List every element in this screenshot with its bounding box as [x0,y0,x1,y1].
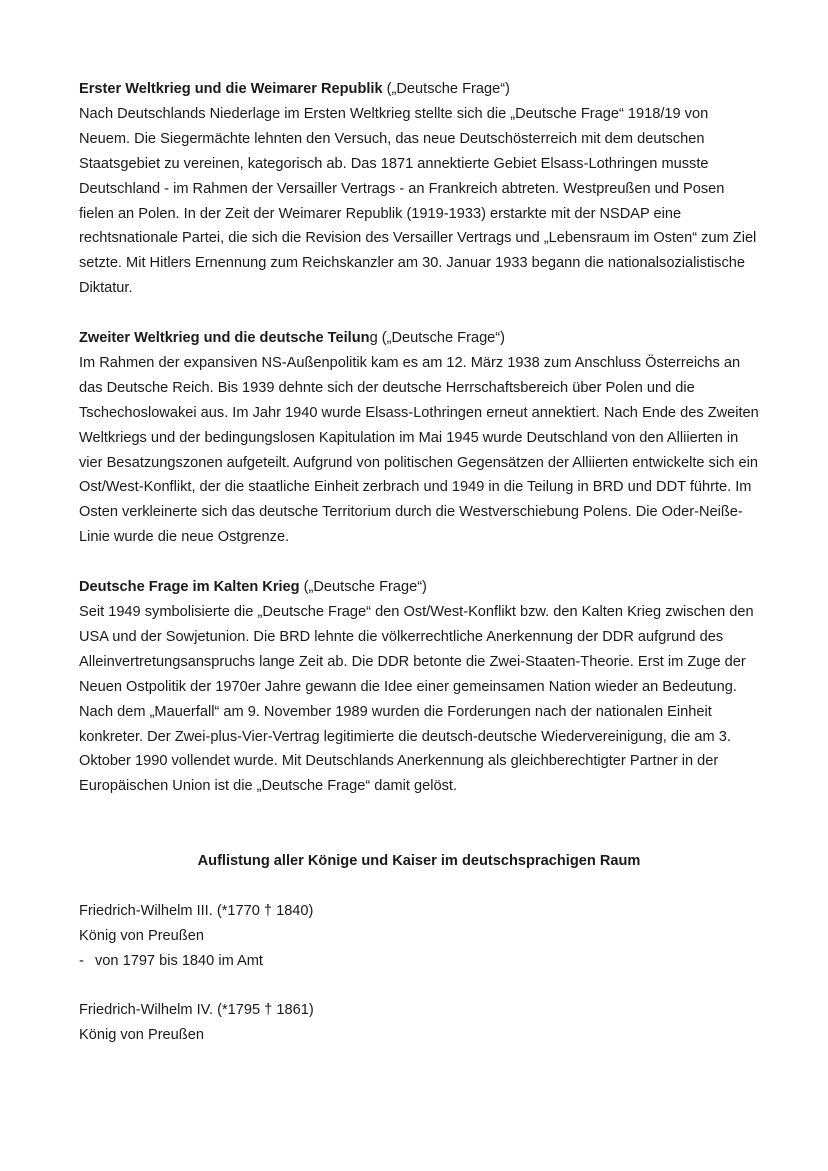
section-body: Nach Deutschlands Niederlage im Ersten Weltkrieg stellte sich die „Deutsche Frage“ 1918/19 von Neuem. Die Siegermächte lehnten den Versuch, das neue Deutschösterreich mit dem deutschen Staatsgebiet zu vereinen, kategorisch ab. Das 1871 annektierte Gebiet Elsass-Lothringen musste Deutschland - im Rahmen der Versailler Vertrags - an Frankreich abtreten. Westpreußen und Posen fielen an Polen. In der Zeit der Weimarer Republik (1919-1933) erstarkte mit der NSDAP eine rechtsnationale Partei, die sich die Revision des Versailler Vertrags und „Lebensraum im Osten“ zum Ziel setzte. Mit Hitlers Ernennung zum Reichskanzler am 30. Januar 1933 begann die nationalsozialistische Diktatur. [79,105,757,297]
section-heading-suffix: („Deutsche Frage“) [299,579,427,596]
section-kalter-krieg [79,575,759,799]
section-heading-suffix: („Deutsche Frage“) [382,81,510,97]
ruler-name: Friedrich-Wilhelm IV. (*1795 † 1861) [79,1002,314,1019]
ruler-entry [79,899,759,974]
section-body: Seit 1949 symbolisierte die „Deutsche Frage“ den Ost/West-Konflikt bzw. den Kalten Krieg zwischen den USA und der Sowjetunion. Die BRD lehnte die völkerrechtliche Anerkennung der DDR aufgrund des Alleinvertretungsanspruchs lange Zeit ab. Die DDR betonte die Zwei-Staaten-Theorie. Erst im Zuge der Neuen Ostpolitik der 1970er Jahre gewann die Idee einer gemeinsamen Nation wieder an Bedeutung. Nach dem „Mauerfall“ am 9. November 1989 wurden die Forderungen nach der nationalen Einheit konkreter. Der Zwei-plus-Vier-Vertrag legitimierte die deutsch-deutsche Wiedervereinigung, die am 3. Oktober 1990 vollendet wurde. Mit Deutschlands Anerkennung als gleichberechtigter Partner in der Europäischen Union ist die „Deutsche Frage“ damit gelöst. [79,604,754,795]
section-heading-suffix: g („Deutsche Frage“) [369,330,506,347]
section-heading-bold: Deutsche Frage im Kalten Krieg [79,579,300,596]
document-page [79,77,759,1073]
ruler-term-text: von 1797 bis 1840 im Amt [95,952,263,969]
section-teilung [79,326,759,550]
section-heading [79,326,759,351]
section-heading-bold: Erster Weltkrieg und die Weimarer Republik [79,81,383,97]
section-heading [79,77,759,102]
ruler-term [79,949,759,974]
ruler-name: Friedrich-Wilhelm III. (*1770 † 1840) [79,902,314,919]
section-heading-bold: Zweiter Weltkrieg und die deutsche Teilun [79,330,370,347]
ruler-title: König von Preußen [79,1027,204,1044]
ruler-title: König von Preußen [79,927,204,944]
section-heading [79,575,759,600]
ruler-entry [79,998,759,1048]
rulers-list-title: Auflistung aller Könige und Kaiser im deutschsprachigen Raum [197,853,641,870]
section-body: Im Rahmen der expansiven NS-Außenpolitik kam es am 12. März 1938 zum Anschluss Österreichs an das Deutsche Reich. Bis 1939 dehnte sich der deutsche Herrschaftsbereich über Polen und die Tschechoslowakei aus. Im Jahr 1940 wurde Elsass-Lothringen erneut annektiert. Nach Ende des Zweiten Weltkriegs und der bedingungslosen Kapitulation im Mai 1945 wurde Deutschland von den Alliierten in vier Besatzungszonen aufgeteilt. Aufgrund von politischen Gegensätzen der Alliierten entwickelte sich ein Ost/West-Konflikt, der die staatliche Einheit zerbrach und 1949 in die Teilung in BRD und DDT führte. Im Osten verkleinerte sich das deutsche Territorium durch die Westverschiebung Polens. Die Oder-Neiße-Linie wurde die neue Ostgrenze. [79,354,759,546]
section-weimar [79,77,759,301]
term-dash: - [79,952,84,969]
